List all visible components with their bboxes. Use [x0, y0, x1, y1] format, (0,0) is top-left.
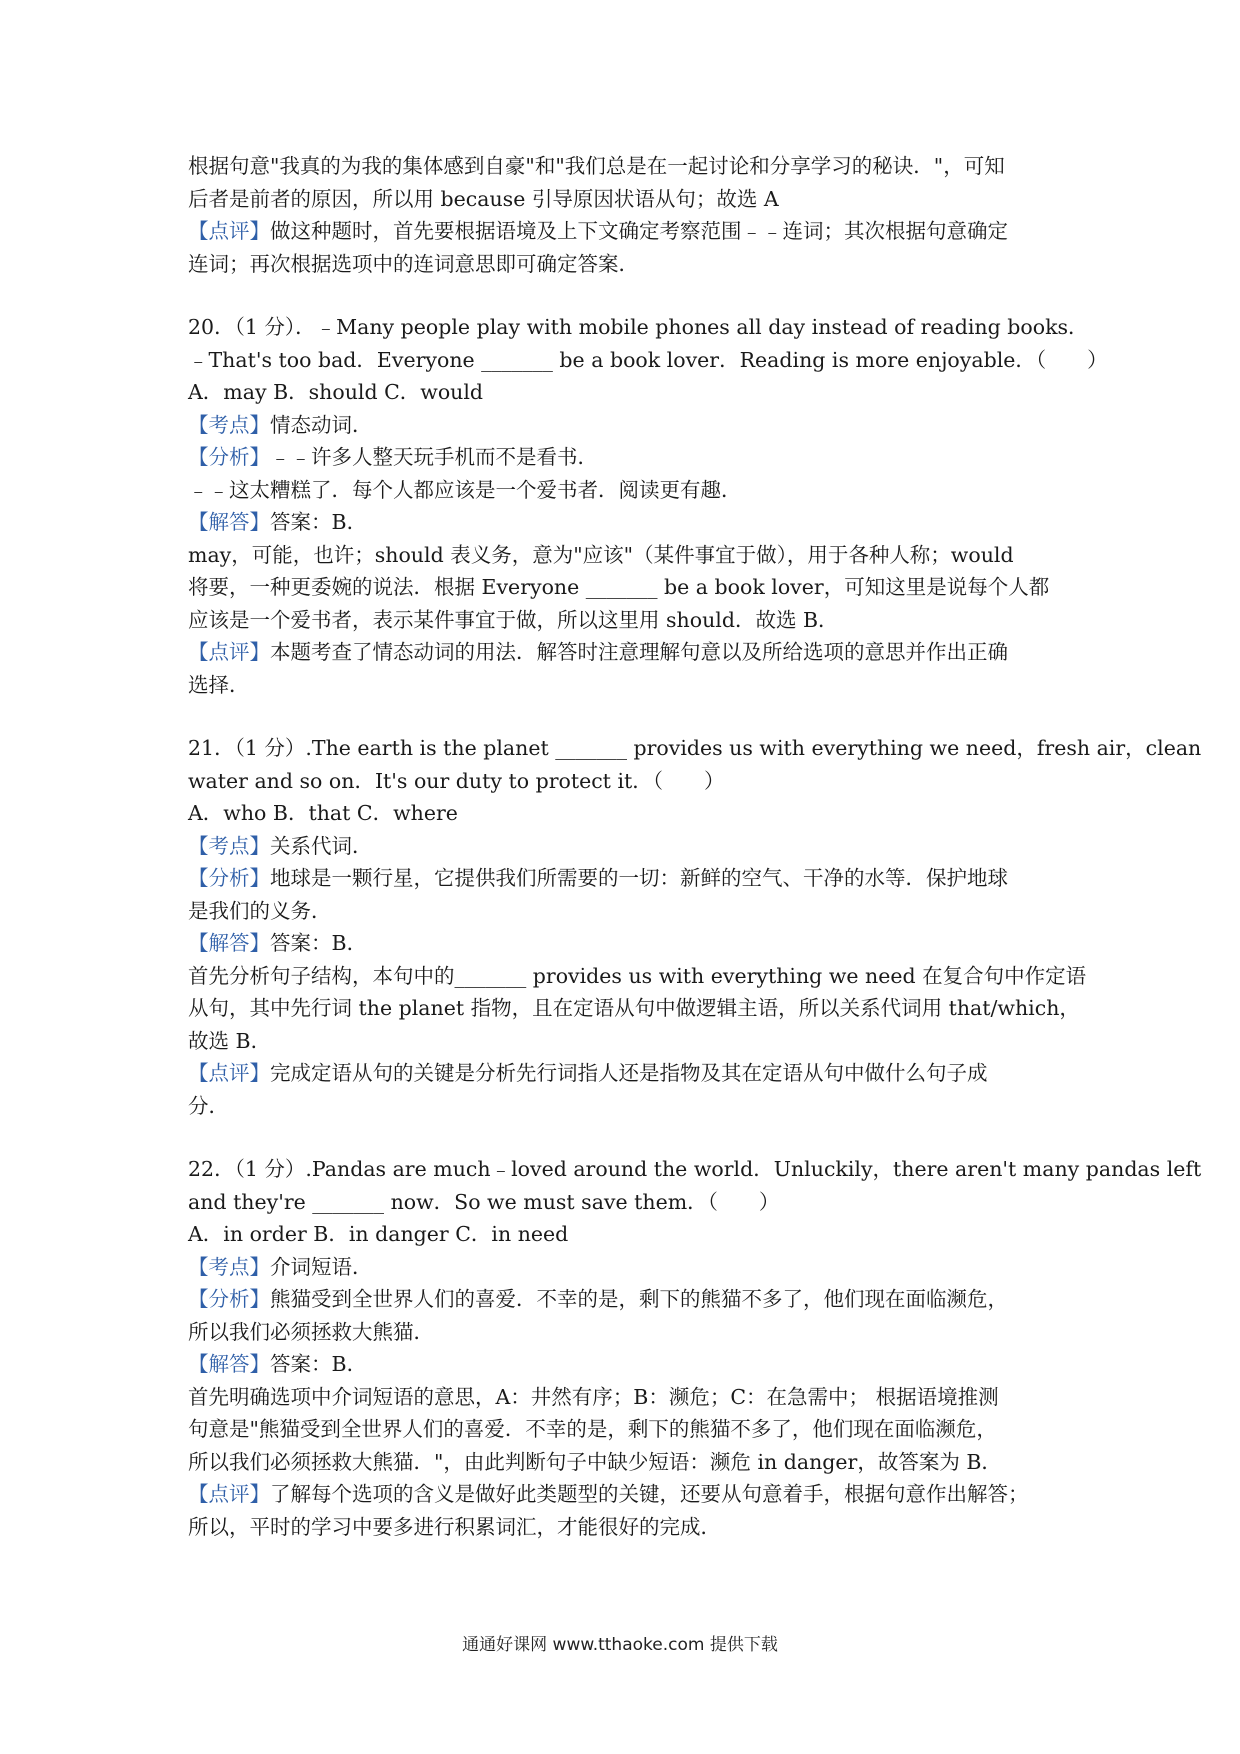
question-stem: and they're _______ now．So we must save them．（ ）: [188, 1189, 780, 1214]
exam-point: 【考点】关系代词．: [188, 833, 373, 858]
comment-tag: 【点评】: [188, 219, 270, 243]
question-stem: 22．（1 分）.Pandas are much﹣loved around the world．Unluckily，there aren't many pandas left: [188, 1157, 1202, 1181]
question-stem: 21．（1 分）.The earth is the planet _______ provides us with everything we need，fresh air，clean: [188, 736, 1202, 760]
text-line: 从句，其中先行词 the planet 指物，且在定语从句中做逻辑主语，所以关系代词用 that/which，: [188, 996, 1080, 1020]
comment-line: 【点评】完成定语从句的关键是分析先行词指人还是指物及其在定语从句中做什么句子成: [188, 1061, 988, 1085]
analysis: 【分析】﹣﹣许多人整天玩手机而不是看书．: [188, 445, 598, 469]
text-line: ﹣﹣这太糟糕了．每个人都应该是一个爱书者．阅读更有趣．: [188, 477, 742, 502]
document-body: [188, 150, 1202, 1543]
text-line: 选择．: [188, 672, 250, 697]
page-footer: 通通好课网 www.tthaoke.com 提供下载: [462, 1635, 778, 1655]
previous-question-tail: [188, 150, 1058, 280]
comment-line: 【点评】本题考查了情态动词的用法．解答时注意理解句意以及所给选项的意思并作出正确: [188, 640, 1008, 664]
analysis-tag: 【分析】: [188, 866, 270, 890]
question-20: [188, 311, 1108, 701]
text-line: 后者是前者的原因，所以用 because 引导原因状语从句；故选 A: [188, 186, 779, 211]
text-line: 是我们的义务．: [188, 898, 332, 923]
text-line: 应该是一个爱书者，表示某件事宜于做，所以这里用 should．故选 B．: [188, 607, 839, 632]
answer-tag: 【解答】: [188, 510, 270, 534]
text-line: 根据句意"我真的为我的集体感到自豪"和"我们总是在一起讨论和分享学习的秘诀．"，可知: [188, 154, 1005, 178]
text-line: 所以我们必须拯救大熊猫．: [188, 1319, 434, 1344]
answer: 【解答】答案：B．: [188, 931, 368, 955]
text-line: 句意是"熊猫受到全世界人们的喜爱．不幸的是，剩下的熊猫不多了，他们现在面临濒危，: [188, 1417, 997, 1441]
text-line: 所以，平时的学习中要多进行积累词汇，才能很好的完成．: [188, 1514, 721, 1539]
analysis-tag: 【分析】: [188, 1287, 270, 1311]
question-22: [188, 1153, 1202, 1543]
question-21: [188, 732, 1202, 1122]
comment-tag: 【点评】: [188, 1061, 270, 1085]
answer: 【解答】答案：B．: [188, 510, 368, 534]
question-stem: 20．（1 分）．﹣Many people play with mobile phones all day instead of reading books．: [188, 315, 1089, 339]
exam-point: 【考点】介词短语．: [188, 1254, 373, 1279]
question-options: A．in order B．in danger C．in need: [188, 1222, 569, 1246]
analysis-tag: 【分析】: [188, 445, 270, 469]
answer-tag: 【解答】: [188, 1352, 270, 1376]
comment-tag: 【点评】: [188, 640, 270, 664]
comment-line: 【点评】了解每个选项的含义是做好此类题型的关键，还要从句意着手，根据句意作出解答；: [188, 1482, 1029, 1506]
exam-point: 【考点】情态动词．: [188, 412, 373, 437]
text-line: 连词；再次根据选项中的连词意思即可确定答案．: [188, 251, 639, 276]
comment-line: 【点评】做这种题时，首先要根据语境及上下文确定考察范围﹣﹣连词；其次根据句意确定: [188, 219, 1008, 243]
answer: 【解答】答案：B．: [188, 1352, 368, 1376]
text-line: 首先明确选项中介词短语的意思，A：井然有序；B：濒危；C：在急需中； 根据语境推测: [188, 1384, 999, 1409]
exam-tag: 【考点】: [188, 1254, 270, 1279]
answer-tag: 【解答】: [188, 931, 270, 955]
text-line: may，可能，也许；should 表义务，意为"应该"（某件事宜于做），用于各种人称；would: [188, 542, 1014, 567]
question-stem: water and so on．It's our duty to protect it．（ ）: [188, 768, 725, 793]
text-line: 所以我们必须拯救大熊猫．"，由此判断句子中缺少短语：濒危 in danger，故答案为 B．: [188, 1449, 1002, 1474]
text-line: 分．: [188, 1093, 229, 1118]
text-line: 故选 B．: [188, 1028, 272, 1053]
exam-tag: 【考点】: [188, 412, 270, 437]
analysis: 【分析】熊猫受到全世界人们的喜爱．不幸的是，剩下的熊猫不多了，他们现在面临濒危，: [188, 1287, 1008, 1311]
analysis: 【分析】地球是一颗行星，它提供我们所需要的一切：新鲜的空气、干净的水等．保护地球: [188, 866, 1008, 890]
comment-tag: 【点评】: [188, 1482, 270, 1506]
question-stem: ﹣That's too bad．Everyone _______ be a book lover．Reading is more enjoyable．（ ）: [188, 347, 1108, 372]
question-options: A．may B．should C．would: [188, 380, 484, 404]
text-line: 将要，一种更委婉的说法．根据 Everyone _______ be a book lover，可知这里是说每个人都: [188, 575, 1050, 599]
question-options: A．who B．that C．where: [188, 801, 458, 825]
text-line: 首先分析句子结构，本句中的_______ provides us with everything we need 在复合句中作定语: [188, 963, 1087, 988]
exam-tag: 【考点】: [188, 833, 270, 858]
